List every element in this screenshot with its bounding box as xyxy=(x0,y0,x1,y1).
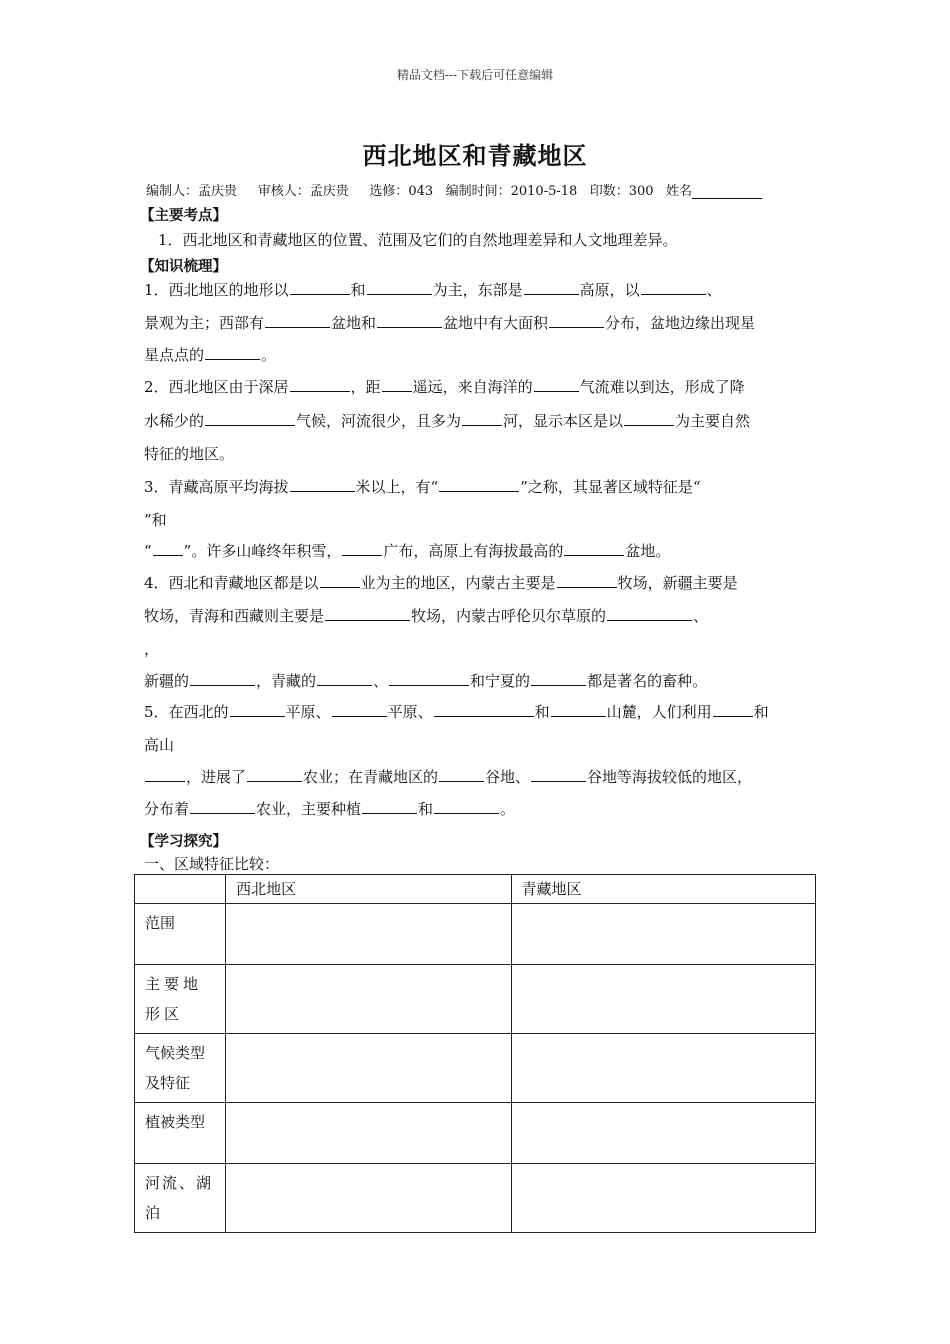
knowledge-line xyxy=(144,476,701,497)
section-knowledge: 【知识梳理】 xyxy=(140,258,227,275)
knowledge-line xyxy=(144,766,752,787)
text: ”之称，其显著区域特征是“ xyxy=(520,478,701,496)
text: 。 xyxy=(261,346,277,364)
blank[interactable] xyxy=(290,476,355,492)
text: 和 xyxy=(350,281,366,299)
knowledge-line xyxy=(144,344,276,365)
text: 为主要自然 xyxy=(675,412,751,430)
blank[interactable] xyxy=(557,572,617,588)
blank[interactable] xyxy=(320,572,360,588)
answer-cell[interactable] xyxy=(226,1034,511,1103)
blank[interactable] xyxy=(145,766,185,782)
text: ， xyxy=(144,640,160,658)
section-key-points: 【主要考点】 xyxy=(140,207,227,224)
row-label: 气候类型及特征 xyxy=(135,1034,226,1103)
text: ，进展了 xyxy=(186,768,247,786)
blank[interactable] xyxy=(531,670,586,686)
blank[interactable] xyxy=(190,798,255,814)
blank[interactable] xyxy=(641,279,706,295)
comparison-table xyxy=(134,874,816,1233)
page-title: 西北地区和青藏地区 xyxy=(362,141,588,170)
blank[interactable] xyxy=(290,376,350,392)
blank[interactable] xyxy=(389,670,469,686)
knowledge-line xyxy=(144,540,670,561)
knowledge-line xyxy=(144,279,722,300)
text: 和 xyxy=(753,703,769,721)
text: 牧场，青海和西藏则主要是 xyxy=(144,607,325,625)
text: 和 xyxy=(534,703,550,721)
blank[interactable] xyxy=(377,312,442,328)
knowledge-line xyxy=(144,312,755,333)
knowledge-line xyxy=(144,509,167,530)
text: 、 xyxy=(693,607,709,625)
text: 河，显示本区是以 xyxy=(503,412,624,430)
answer-cell[interactable] xyxy=(511,1103,815,1164)
text: 平原、 xyxy=(285,703,331,721)
blank[interactable] xyxy=(205,410,295,426)
blank[interactable] xyxy=(564,540,624,556)
text: 遥远，来自海洋的 xyxy=(412,378,533,396)
knowledge-line xyxy=(144,798,515,819)
text: 和宁夏的 xyxy=(470,672,531,690)
answer-cell[interactable] xyxy=(226,904,511,965)
blank[interactable] xyxy=(230,701,285,717)
text: 盆地。 xyxy=(625,542,671,560)
text: 4．西北和青藏地区都是以 xyxy=(144,574,319,592)
blank[interactable] xyxy=(325,605,410,621)
text: 特征的地区。 xyxy=(144,445,235,463)
text: 为主，东部是 xyxy=(432,281,523,299)
answer-cell[interactable] xyxy=(511,965,815,1034)
text: 气候，河流很少，且多为 xyxy=(296,412,462,430)
text: 5．在西北的 xyxy=(144,703,229,721)
blank[interactable] xyxy=(624,410,674,426)
compile-time: 编制时间：2010-5-18 xyxy=(445,184,578,199)
blank[interactable] xyxy=(362,798,417,814)
blank[interactable] xyxy=(531,766,586,782)
text: “ xyxy=(144,542,152,560)
table-row xyxy=(135,1164,816,1233)
table-header-cell: 西北地区 xyxy=(226,875,511,904)
text: 。 xyxy=(500,800,516,818)
text: ，青藏的 xyxy=(256,672,317,690)
text: 谷地等海拔较低的地区， xyxy=(587,768,753,786)
text: 农业，主要种植 xyxy=(256,800,362,818)
text: 分布，盆地边缘出现星 xyxy=(605,314,756,332)
blank[interactable] xyxy=(382,376,412,392)
table-row xyxy=(135,1103,816,1164)
table-row xyxy=(135,965,816,1034)
blank[interactable] xyxy=(607,605,692,621)
knowledge-line xyxy=(144,670,707,691)
reviewer: 审核人：孟庆贵 xyxy=(257,184,349,199)
text: 高山 xyxy=(144,736,175,754)
blank[interactable] xyxy=(247,766,302,782)
text: 业为主的地区，内蒙古主要是 xyxy=(360,574,556,592)
knowledge-line xyxy=(144,572,738,593)
text: 、 xyxy=(373,672,389,690)
knowledge-line xyxy=(144,410,750,431)
text: 新疆的 xyxy=(144,672,190,690)
text: 水稀少的 xyxy=(144,412,205,430)
text: 盆地和 xyxy=(331,314,377,332)
row-label: 河流、湖泊 xyxy=(135,1164,226,1233)
text: 山麓，人们利用 xyxy=(606,703,712,721)
text: 景观为主；西部有 xyxy=(144,314,265,332)
text: 广布，高原上有海拔最高的 xyxy=(383,542,564,560)
knowledge-line xyxy=(144,605,708,626)
knowledge-line xyxy=(144,376,745,397)
text: 气流难以到达，形成了降 xyxy=(579,378,745,396)
text: 米以上，有“ xyxy=(355,478,439,496)
text: 1．西北地区的地形以 xyxy=(144,281,289,299)
text: 盆地中有大面积 xyxy=(443,314,549,332)
table-header-row xyxy=(135,875,816,904)
blank[interactable] xyxy=(190,670,255,686)
print-count: 印数：300 xyxy=(589,184,654,199)
meta-line xyxy=(146,180,762,199)
key-point-1: 1．西北地区和青藏地区的位置、范围及它们的自然地理差异和人文地理差异。 xyxy=(158,231,678,249)
text: ，距 xyxy=(350,378,381,396)
row-label: 范围 xyxy=(135,904,226,965)
text: 牧场，新疆主要是 xyxy=(617,574,738,592)
section-explore: 【学习探究】 xyxy=(140,833,227,850)
blank[interactable] xyxy=(317,670,372,686)
text: 高原，以 xyxy=(579,281,640,299)
text: 和 xyxy=(418,800,434,818)
blank[interactable] xyxy=(434,701,534,717)
blank[interactable] xyxy=(713,701,753,717)
text: 平原、 xyxy=(387,703,433,721)
blank[interactable] xyxy=(290,279,350,295)
text: 都是著名的畜种。 xyxy=(587,672,708,690)
text: 分布着 xyxy=(144,800,190,818)
knowledge-line xyxy=(144,734,174,755)
blank[interactable] xyxy=(534,376,579,392)
name-blank[interactable] xyxy=(692,184,762,199)
text: 3．青藏高原平均海拔 xyxy=(144,478,289,496)
answer-cell[interactable] xyxy=(226,1103,511,1164)
table-header-cell xyxy=(135,875,226,904)
blank[interactable] xyxy=(462,410,502,426)
header-note: 精品文档---下载后可任意编辑 xyxy=(396,68,554,82)
text: 农业；在青藏地区的 xyxy=(303,768,439,786)
text: 、 xyxy=(706,281,722,299)
table-header-cell: 青藏地区 xyxy=(511,875,815,904)
row-label: 植被类型 xyxy=(135,1103,226,1164)
blank[interactable] xyxy=(551,701,606,717)
blank[interactable] xyxy=(153,540,183,556)
blank[interactable] xyxy=(332,701,387,717)
text: 星点点的 xyxy=(144,346,205,364)
blank[interactable] xyxy=(265,312,330,328)
answer-cell[interactable] xyxy=(511,1034,815,1103)
blank[interactable] xyxy=(524,279,579,295)
blank[interactable] xyxy=(434,798,499,814)
text: 2．西北地区由于深居 xyxy=(144,378,289,396)
knowledge-line xyxy=(144,443,234,464)
compare-title: 一、区域特征比较： xyxy=(144,855,280,873)
answer-cell[interactable] xyxy=(226,1164,511,1233)
name-label: 姓名 xyxy=(665,184,692,199)
text: 牧场，内蒙古呼伦贝尔草原的 xyxy=(411,607,607,625)
blank[interactable] xyxy=(549,312,604,328)
blank[interactable] xyxy=(439,476,519,492)
knowledge-line xyxy=(144,701,769,722)
knowledge-line xyxy=(144,638,159,659)
answer-cell[interactable] xyxy=(226,965,511,1034)
text: ”。许多山峰终年积雪， xyxy=(183,542,342,560)
text: ”和 xyxy=(144,511,167,529)
answer-cell[interactable] xyxy=(511,904,815,965)
blank[interactable] xyxy=(439,766,484,782)
blank[interactable] xyxy=(205,344,260,360)
answer-cell[interactable] xyxy=(511,1164,815,1233)
editor: 编制人：孟庆贵 xyxy=(146,184,238,199)
blank[interactable] xyxy=(367,279,432,295)
row-label: 主要地形区 xyxy=(135,965,226,1034)
course: 选修：043 xyxy=(369,184,434,199)
text: 谷地、 xyxy=(485,768,531,786)
table-row xyxy=(135,1034,816,1103)
table-row xyxy=(135,904,816,965)
blank[interactable] xyxy=(342,540,382,556)
